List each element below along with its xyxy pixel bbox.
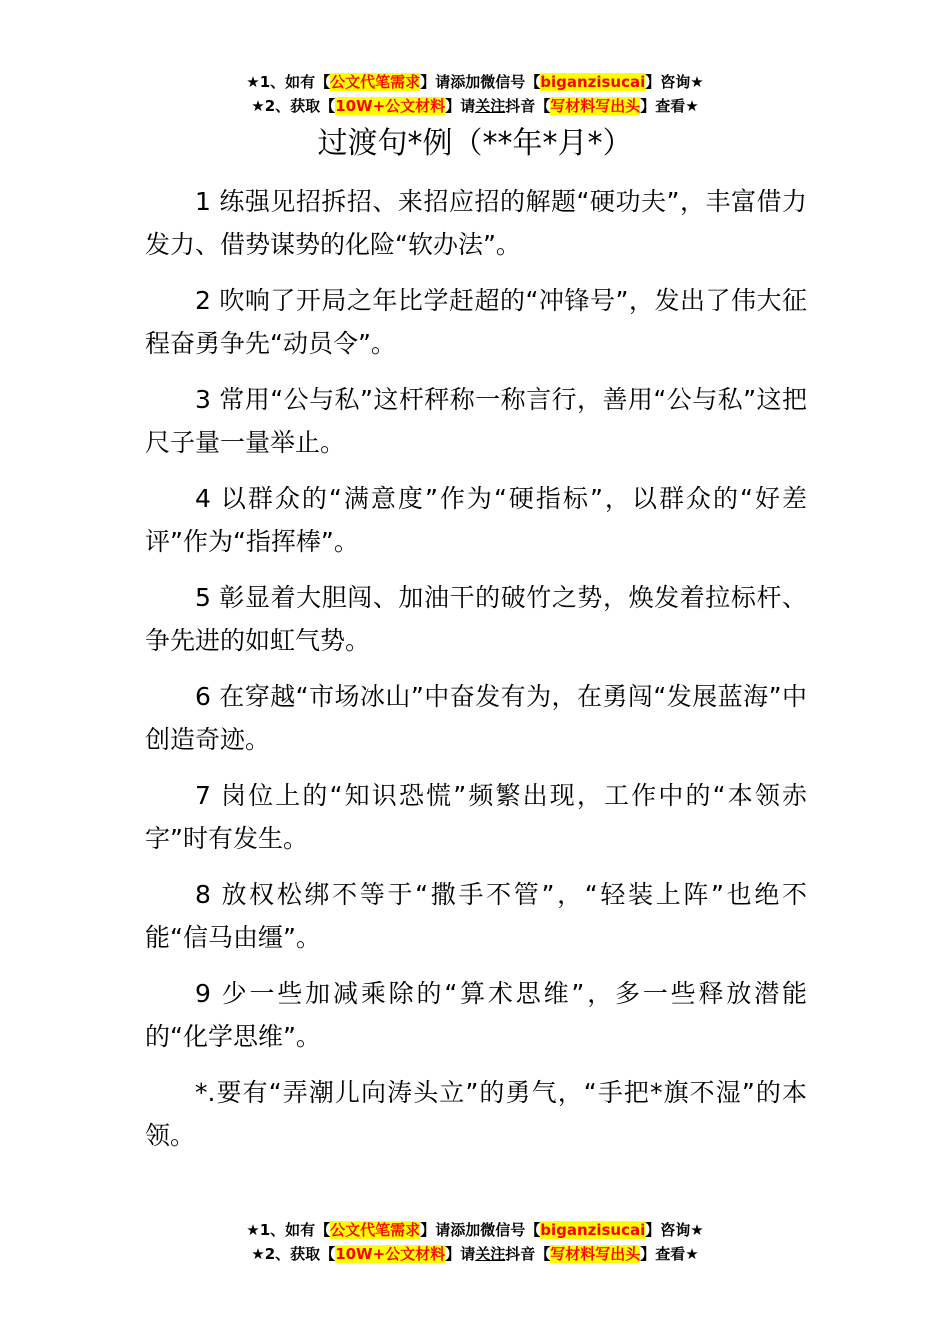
banner-text: 抖音【	[505, 97, 551, 115]
paragraph: 6 在穿越“市场冰山”中奋发有为，在勇闯“发展蓝海”中创造奇迹。	[145, 682, 807, 754]
paragraph: 7 岗位上的“知识恐慌”频繁出现，工作中的“本领赤字”时有发生。	[145, 781, 807, 853]
footer-banner	[0, 1218, 950, 1266]
paragraph: 5 彰显着大胆闯、加油干的破竹之势，焕发着拉标杆、争先进的如虹气势。	[145, 583, 807, 655]
banner-text: 】查看★	[640, 1245, 699, 1263]
underlined-follow: 关注	[475, 1245, 506, 1263]
highlight-douyin: 写材料写出头	[550, 97, 641, 115]
highlight-douyin: 写材料写出头	[550, 1245, 641, 1263]
banner-text: 】请添加微信号【	[420, 73, 541, 91]
paragraph: 3 常用“公与私”这杆秤称一称言行，善用“公与私”这把尺子量一量举止。	[145, 385, 807, 457]
banner-text: ★2、获取【	[251, 97, 336, 115]
document-title: 过渡句*例（**年*月*）	[317, 126, 633, 161]
paragraph: 4 以群众的“满意度”作为“硬指标”，以群众的“好差评”作为“指挥棒”。	[145, 484, 807, 556]
banner-text: 】咨询★	[645, 73, 704, 91]
paragraph: *.要有“弄潮儿向涛头立”的勇气，“手把*旗不湿”的本领。	[145, 1078, 807, 1150]
document-body	[145, 180, 807, 1170]
paragraph: 2 吹响了开局之年比学赶超的“冲锋号”，发出了伟大征程奋勇争先“动员令”。	[145, 286, 807, 358]
banner-line-1	[0, 1218, 950, 1242]
highlight-materials: 10W+公文材料	[335, 1245, 446, 1263]
highlight-wechat-id: biganzisucai	[540, 1221, 646, 1239]
banner-line-2	[0, 1242, 950, 1266]
paragraph: 1 练强见招拆招、来招应招的解题“硬功夫”，丰富借力发力、借势谋势的化险“软办法”。	[145, 187, 807, 259]
banner-text: ★2、获取【	[251, 1245, 336, 1263]
highlight-service: 公文代笔需求	[330, 73, 421, 91]
paragraph: 9 少一些加减乘除的“算术思维”，多一些释放潜能的“化学思维”。	[145, 979, 807, 1051]
banner-text: 】请添加微信号【	[420, 1221, 541, 1239]
banner-text: 】请	[445, 1245, 476, 1263]
banner-text: ★1、如有【	[246, 73, 331, 91]
paragraph: 8 放权松绑不等于“撒手不管”，“轻装上阵”也绝不能“信马由缰”。	[145, 880, 807, 952]
banner-text: ★1、如有【	[246, 1221, 331, 1239]
banner-text: 】查看★	[640, 97, 699, 115]
banner-text: 】请	[445, 97, 476, 115]
highlight-service: 公文代笔需求	[330, 1221, 421, 1239]
underlined-follow: 关注	[475, 97, 506, 115]
banner-line-2	[0, 94, 950, 118]
header-banner	[0, 70, 950, 118]
banner-line-1	[0, 70, 950, 94]
highlight-materials: 10W+公文材料	[335, 97, 446, 115]
highlight-wechat-id: biganzisucai	[540, 73, 646, 91]
banner-text: 抖音【	[505, 1245, 551, 1263]
banner-text: 】咨询★	[645, 1221, 704, 1239]
